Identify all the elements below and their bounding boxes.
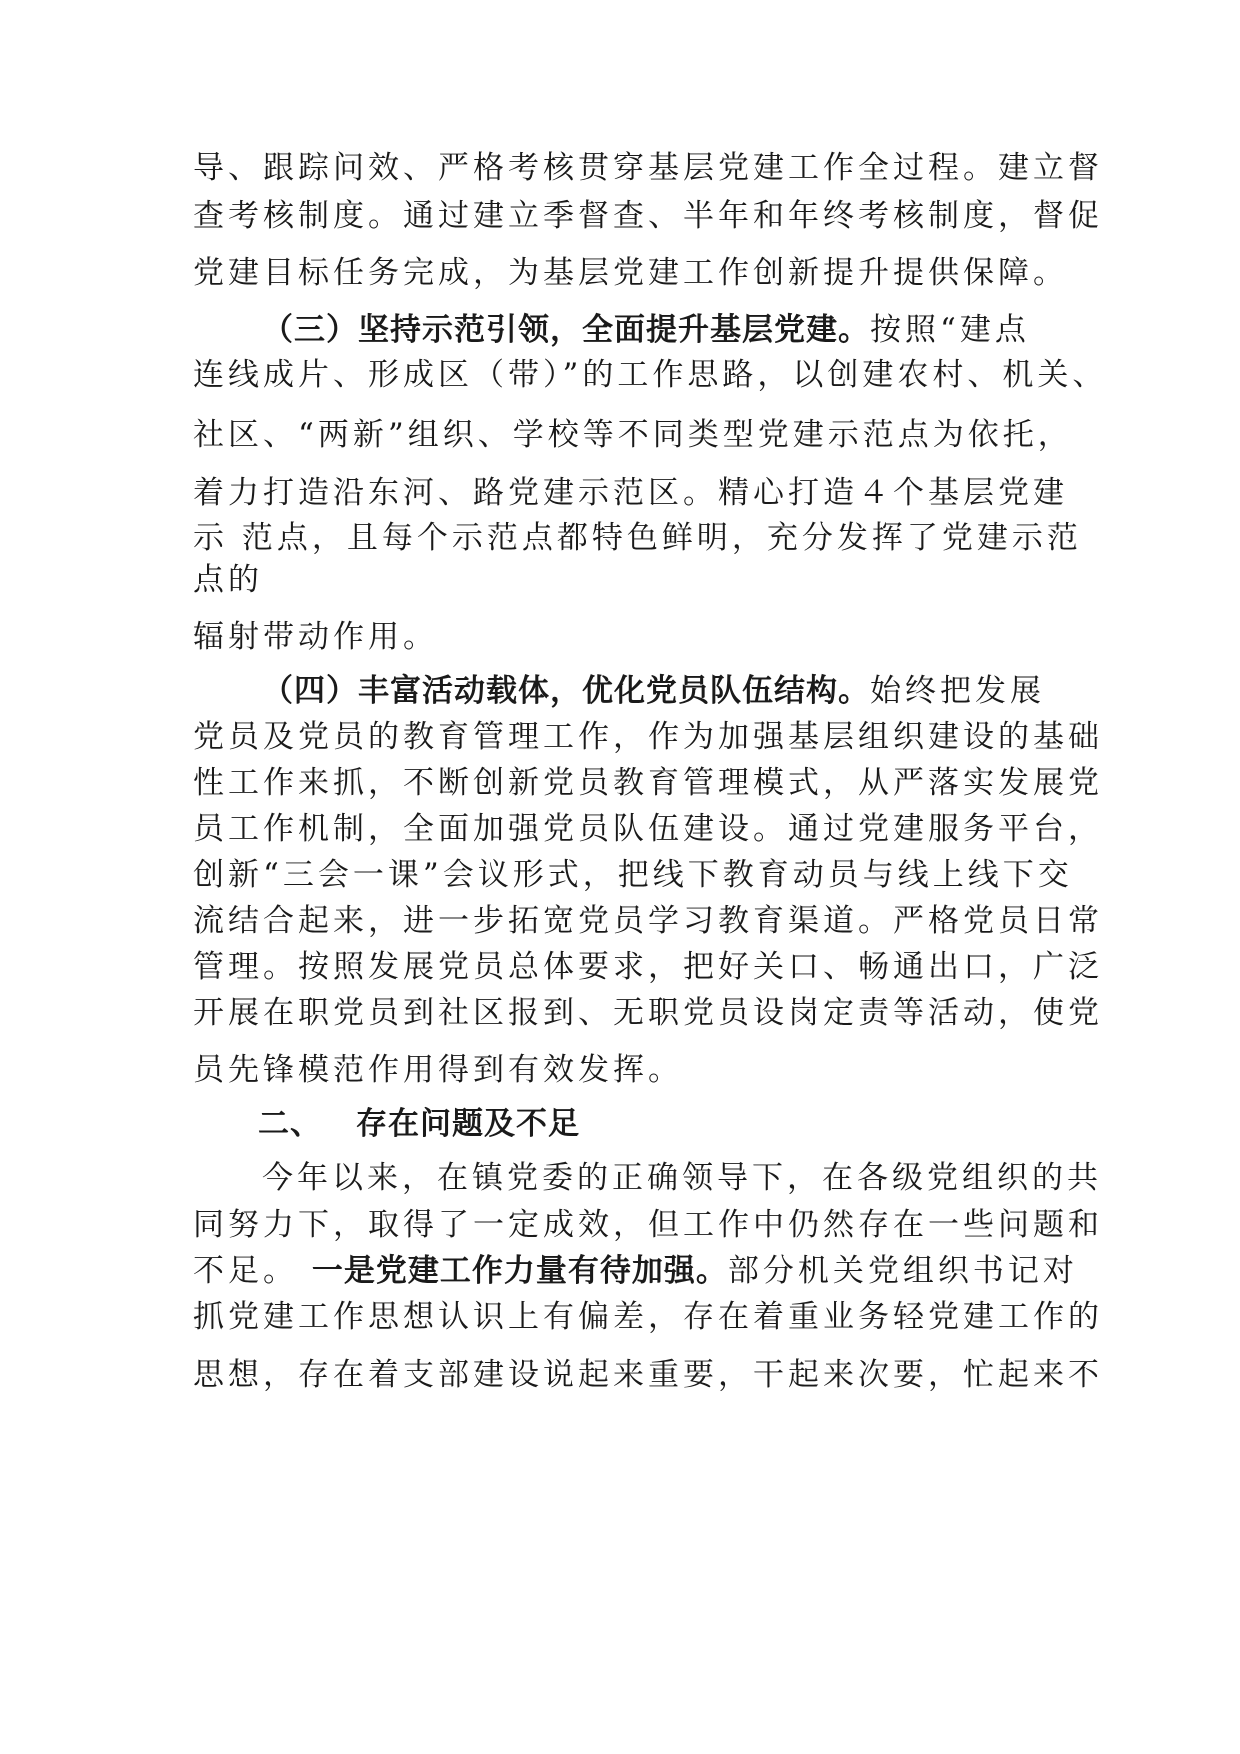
paragraph-line: 连线成片、形成区（带）”的工作思路，以创建农村、机关、 [193, 357, 1108, 393]
paragraph-line: 员先锋模范作用得到有效发挥。 [193, 1052, 683, 1088]
problems-intro: 不足。 [193, 1253, 298, 1289]
problem-one-rest: 部分机关党组织书记对 [727, 1253, 1078, 1289]
section-4-first-line [262, 671, 1045, 711]
section-heading [258, 1104, 580, 1144]
problems-mixed-line [193, 1251, 1078, 1291]
paragraph-line: 导、跟踪问效、严格考核贯穿基层党建工作全过程。建立督 [193, 150, 1103, 186]
paragraph-line: 同努力下，取得了一定成效，但工作中仍然存在一些问题和 [193, 1207, 1103, 1243]
paragraph-line: 思想，存在着支部建设说起来重要，干起来次要，忙起来不 [193, 1357, 1103, 1393]
section-3-lead: （三）坚持示范引领，全面提升基层党建。 [262, 312, 870, 348]
paragraph-line: 社区、“两新”组织、学校等不同类型党建示范点为依托， [193, 417, 1073, 453]
paragraph-line: 点的 [193, 562, 263, 598]
problem-one-lead: 一是党建工作力量有待加强。 [311, 1253, 728, 1289]
paragraph-line: 员工作机制，全面加强党员队伍建设。通过党建服务平台， [193, 811, 1103, 847]
paragraph-line: 示 范点，且每个示范点都特色鲜明，充分发挥了党建示范 [193, 520, 1082, 556]
paragraph-line: 着力打造沿东河、路党建示范区。精心打造４个基层党建 [193, 475, 1068, 511]
paragraph-line: 开展在职党员到社区报到、无职党员设岗定责等活动，使党 [193, 995, 1103, 1031]
section-4-lead: （四）丰富活动载体，优化党员队伍结构。 [262, 673, 870, 709]
section-3-first-line [262, 310, 1030, 350]
paragraph-line: 抓党建工作思想认识上有偏差，存在着重业务轻党建工作的 [193, 1299, 1103, 1335]
paragraph-line: 创新“三会一课”会议形式，把线下教育动员与线上线下交 [193, 857, 1073, 893]
heading-title: 存在问题及不足 [356, 1106, 580, 1142]
paragraph-line: 查考核制度。通过建立季督查、半年和年终考核制度，督促 [193, 198, 1103, 234]
paragraph-line: 党建目标任务完成，为基层党建工作创新提升提供保障。 [193, 255, 1068, 291]
paragraph-line: 流结合起来，进一步拓宽党员学习教育渠道。严格党员日常 [193, 903, 1103, 939]
section-4-lead-rest: 始终把发展 [870, 673, 1045, 709]
paragraph-line: 辐射带动作用。 [193, 619, 438, 655]
paragraph-line: 今年以来，在镇党委的正确领导下，在各级党组织的共 [262, 1160, 1102, 1196]
paragraph-line: 党员及党员的教育管理工作，作为加强基层组织建设的基础 [193, 719, 1103, 755]
paragraph-line: 性工作来抓，不断创新党员教育管理模式，从严落实发展党 [193, 765, 1103, 801]
paragraph-line: 管理。按照发展党员总体要求，把好关口、畅通出口，广泛 [193, 949, 1103, 985]
section-3-lead-rest: 按照“建点 [870, 312, 1030, 348]
heading-number: 二、 [258, 1106, 322, 1142]
